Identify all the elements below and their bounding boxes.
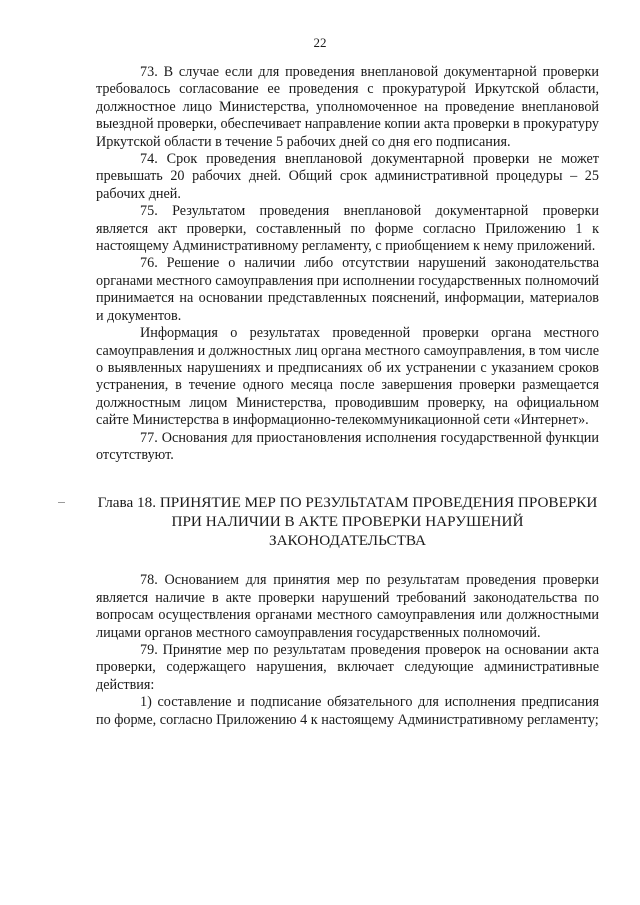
paragraph-74: 74. Срок проведения внеплановой документарной проверки не может превышать 20 рабочих дней. Общий срок административной процедуры – 25 рабочих дней. bbox=[96, 151, 599, 202]
page-number: 22 bbox=[313, 35, 327, 50]
paragraph-79-item-1: 1) составление и подписание обязательного для исполнения предписания по форме, согласно Приложению 4 к настоящему Административному регламенту; bbox=[96, 694, 599, 728]
paragraph-76-information: Информация о результатах проведенной проверки органа местного самоуправления и должностных лиц органа местного самоуправления, в том числе о выявленных нарушениях и предписаниях об их устранении с указанием сроков устранения, в течение одного месяца после завершения проверки размещается должностным лицом Министерства, проводившим проверку, на официальном сайте Министерства в информационно-телекоммуникационной сети «Интернет». bbox=[96, 325, 599, 429]
document-body bbox=[96, 64, 599, 729]
margin-mark bbox=[58, 502, 65, 503]
paragraph-78: 78. Основанием для принятия мер по результатам проведения проверки является наличие в акте проверки нарушений требований законодательства по вопросам осуществления органами местного самоуправления или должностными лицами органов местного самоуправления государственных полномочий. bbox=[96, 572, 599, 641]
chapter-heading: Глава 18. ПРИНЯТИЕ МЕР ПО РЕЗУЛЬТАТАМ ПРОВЕДЕНИЯ ПРОВЕРКИ ПРИ НАЛИЧИИ В АКТЕ ПРОВЕРКИ НАРУШЕНИЙ ЗАКОНОДАТЕЛЬСТВА bbox=[97, 494, 598, 550]
paragraph-75: 75. Результатом проведения внеплановой документарной проверки является акт проверки, составленный по форме согласно Приложению 1 к настоящему Административному регламенту, с приобщением к нему приложений. bbox=[96, 203, 599, 255]
paragraph-77: 77. Основания для приостановления исполнения государственной функции отсутствуют. bbox=[96, 429, 599, 463]
paragraph-73: 73. В случае если для проведения внеплановой документарной проверки требовалось согласование ее проведения с прокуратурой Иркутской области, должностное лицо Министерства, уполномоченное на проведение внеплановой выездной проверки, обеспечивает направление копии акта проверки в прокуратуру Иркутской области в течение 5 рабочих дней со дня его подписания. bbox=[96, 64, 599, 150]
paragraph-79: 79. Принятие мер по результатам проведения проверок на основании акта проверки, содержащего нарушения, включает следующие административные действия: bbox=[96, 641, 599, 693]
paragraph-76: 76. Решение о наличии либо отсутствии нарушений законодательства органами местного самоуправления при исполнении государственных полномочий принимается на основании представленных пояснений, информации, материалов и документов. bbox=[96, 255, 599, 324]
